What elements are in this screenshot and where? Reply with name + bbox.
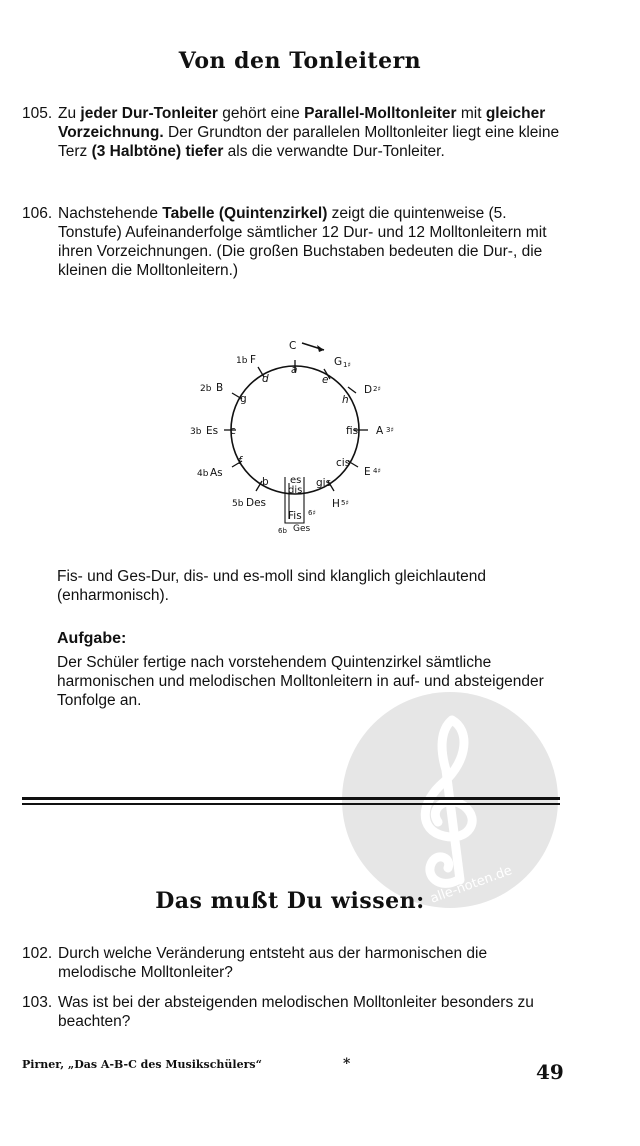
minor-cis: cis (336, 457, 351, 469)
major-F: F (250, 354, 257, 366)
minor-h: h (342, 394, 349, 406)
acc-B: 2b (200, 384, 212, 394)
major-G: G (334, 356, 343, 368)
minor-es: es (290, 475, 302, 486)
major-C: C (289, 340, 297, 352)
major-Des: Des (246, 497, 267, 509)
acc-Fis: 6♯ (308, 509, 316, 517)
minor-a: a (291, 364, 298, 376)
bold-run: gleicher Vorzeichnung. (58, 105, 546, 141)
acc-Ges: 6b (278, 527, 287, 535)
acc-G: 1♯ (343, 361, 351, 369)
question-text: Was ist bei der absteigenden melodischen Molltonleiter besonders zu beachten? (58, 994, 534, 1030)
major-E: E (364, 466, 371, 478)
bold-run: Tabelle (Quintenzirkel) (162, 205, 328, 222)
page-title: Von den Tonleitern (178, 48, 422, 74)
question-103 (22, 993, 567, 1031)
acc-E: 4♯ (373, 467, 381, 475)
major-D: D (364, 384, 373, 396)
minor-fis: fis (346, 425, 359, 437)
major-Es: Es (206, 425, 219, 437)
acc-H: 5♯ (341, 499, 349, 507)
paragraph-body (58, 204, 567, 280)
divider-rule-bottom (22, 803, 560, 805)
question-102 (22, 944, 567, 982)
text-run: Der Grundton der parallelen Molltonleiter liegt eine kleine Terz (58, 124, 560, 160)
circle-of-fifths-diagram (190, 335, 410, 535)
text-run: mit (456, 105, 486, 122)
text-run: Zu (58, 105, 81, 122)
page-number: 49 (536, 1060, 564, 1084)
footer-source: Pirner, „Das A-B-C des Musikschülers“ (22, 1058, 262, 1071)
paragraph-106 (22, 204, 567, 280)
minor-e: e (322, 374, 329, 386)
acc-As: 4b (197, 469, 209, 479)
text-run: gehört eine (217, 105, 305, 122)
acc-Des: 5b (232, 499, 244, 509)
minor-b: b (262, 476, 269, 488)
paragraph-number: 106. (22, 205, 53, 222)
watermark-text: alle-noten.de (428, 863, 515, 907)
question-number: 102. (22, 945, 53, 962)
acc-Es: 3b (190, 427, 202, 437)
minor-gis: gis (316, 477, 332, 489)
arrow-head (317, 345, 324, 352)
bold-run: jeder Dur-Tonleiter (80, 105, 218, 122)
text-run: Nachstehende (58, 205, 163, 222)
enharmonic-note: Fis- und Ges-Dur, dis- und es-moll sind klanglich gleichlautend (enharmonisch). (57, 568, 487, 604)
paragraph-105 (22, 104, 567, 161)
major-Ges: Ges (293, 524, 311, 534)
watermark (340, 690, 560, 910)
task-text: Der Schüler fertige nach vorstehendem Quintenzirkel sämtliche harmonischen und melodischen Molltonleitern in auf- und absteigender Tonfolge an. (57, 654, 544, 709)
section-title: Das mußt Du wissen: (155, 888, 425, 914)
minor-d: d (262, 373, 269, 385)
question-text: Durch welche Veränderung entsteht aus der harmonischen die melodische Molltonleiter? (58, 945, 488, 981)
divider-rule-top (22, 797, 560, 800)
footer-star: * (343, 1056, 351, 1072)
minor-g: g (240, 393, 247, 405)
bold-run: Parallel-Molltonleiter (304, 105, 457, 122)
major-A: A (376, 425, 384, 437)
acc-A: 3♯ (386, 426, 394, 434)
acc-D: 2♯ (373, 385, 381, 393)
task-heading: Aufgabe: (57, 630, 127, 647)
bold-run: (3 Halbtöne) tiefer (91, 143, 224, 160)
minor-dis: dis (288, 485, 303, 496)
question-number: 103. (22, 994, 53, 1011)
minor-c: c (230, 425, 236, 437)
acc-F: 1b (236, 356, 248, 366)
paragraph-body (58, 104, 567, 161)
paragraph-number: 105. (22, 105, 53, 122)
text-run: als die verwandte Dur-Tonleiter. (223, 143, 445, 160)
major-B: B (216, 382, 224, 394)
major-As: As (210, 467, 223, 479)
minor-f: f (238, 455, 242, 467)
text-run: zeigt die quintenweise (5. Tonstufe) Aufeinanderfolge sämtlicher 12 Dur- und 12 Molltonleitern mit ihren Vorzeichnungen. (Die großen Buchstaben bedeuten die Dur-, die kleinen die Molltonleitern.) (58, 205, 547, 279)
major-H: H (332, 498, 340, 510)
major-Fis: Fis (288, 510, 302, 522)
